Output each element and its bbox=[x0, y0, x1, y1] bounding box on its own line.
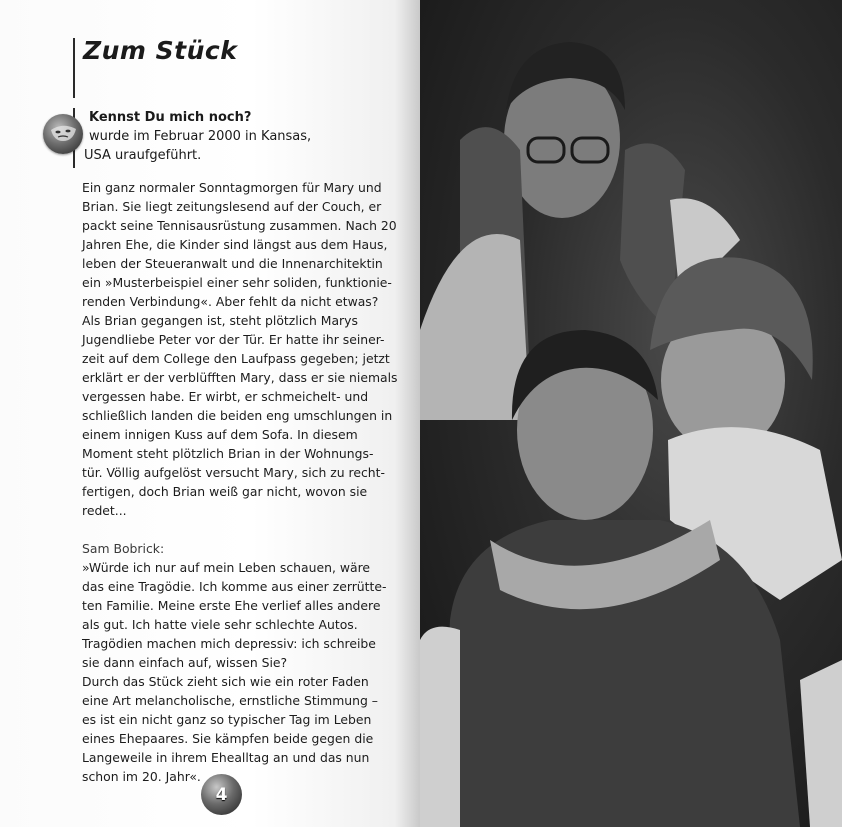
paragraph-gap bbox=[82, 520, 412, 539]
title-rule bbox=[73, 38, 75, 98]
article-body bbox=[82, 178, 412, 786]
synopsis-line: zeit auf dem College den Laufpass gegeben; jetzt bbox=[82, 351, 390, 366]
synopsis-line: packt seine Tennisausrüstung zusammen. Nach 20 bbox=[82, 218, 397, 233]
synopsis-line: Moment steht plötzlich Brian in der Wohnungs- bbox=[82, 446, 374, 461]
quote-line: Durch das Stück zieht sich wie ein roter Faden bbox=[82, 674, 369, 689]
quote-line: Langeweile in ihrem Ehealltag an und das nun bbox=[82, 750, 370, 765]
intro-lead: Kennst Du mich noch? bbox=[89, 110, 252, 125]
photo-figure-shirt bbox=[420, 234, 530, 420]
quote-line: als gut. Ich hatte viele sehr schlechte Autos. bbox=[82, 617, 358, 632]
synopsis-line: ein »Musterbeispiel einer sehr soliden, funktionie- bbox=[82, 275, 392, 290]
synopsis-line: renden Verbindung«. Aber fehlt da nicht etwas? bbox=[82, 294, 379, 309]
synopsis-line: redet... bbox=[82, 503, 127, 518]
photo-couch bbox=[420, 627, 460, 827]
quote-line: sie dann einfach auf, wissen Sie? bbox=[82, 655, 288, 670]
synopsis-line: schließlich landen die beiden eng umschlungen in bbox=[82, 408, 393, 423]
synopsis-line: vergessen habe. Er wirbt, er schmeichelt- und bbox=[82, 389, 369, 404]
synopsis-line: Ein ganz normaler Sonntagmorgen für Mary und bbox=[82, 180, 382, 195]
quote-line: Tragödien machen mich depressiv: ich schreibe bbox=[82, 636, 376, 651]
page-title: Zum Stück bbox=[83, 36, 238, 65]
synopsis-line: Brian. Sie liegt zeitungslesend auf der Couch, er bbox=[82, 199, 382, 214]
synopsis-line: Jugendliebe Peter vor der Tür. Er hatte ihr seiner- bbox=[82, 332, 385, 347]
quote-line: es ist ein nicht ganz so typischer Tag im Leben bbox=[82, 712, 372, 727]
quote-line: »Würde ich nur auf mein Leben schauen, wäre bbox=[82, 560, 371, 575]
synopsis-line: Jahren Ehe, die Kinder sind längst aus dem Haus, bbox=[82, 237, 388, 252]
text-page bbox=[0, 0, 420, 827]
page-number-badge bbox=[201, 774, 242, 815]
synopsis-line: tür. Völlig aufgelöst versucht Mary, sich zu recht- bbox=[82, 465, 385, 480]
synopsis-line: einem innigen Kuss auf dem Sofa. In diesem bbox=[82, 427, 358, 442]
quote-speaker: Sam Bobrick: bbox=[82, 541, 165, 556]
synopsis-line: Als Brian gegangen ist, steht plötzlich Marys bbox=[82, 313, 358, 328]
synopsis-line: erklärt er der verblüfften Mary, dass er sie niemals bbox=[82, 370, 398, 385]
quote-line: schon im 20. Jahr«. bbox=[82, 769, 201, 784]
cast-photo bbox=[420, 0, 842, 827]
intro-block bbox=[84, 108, 312, 165]
synopsis-line: fertigen, doch Brian weiß gar nicht, wovon sie bbox=[82, 484, 368, 499]
quote-line: eines Ehepaares. Sie kämpfen beide gegen die bbox=[82, 731, 374, 746]
intro-line: USA uraufgeführt. bbox=[84, 148, 202, 163]
quote-line: eine Art melancholische, ernstliche Stimmung – bbox=[82, 693, 378, 708]
page-number: 4 bbox=[215, 784, 228, 805]
quote-line: ten Familie. Meine erste Ehe verlief alles andere bbox=[82, 598, 381, 613]
theater-masks-icon bbox=[43, 114, 83, 154]
intro-line: wurde im Februar 2000 in Kansas, bbox=[89, 129, 312, 144]
quote-line: das eine Tragödie. Ich komme aus einer zerrütte- bbox=[82, 579, 387, 594]
synopsis-line: leben der Steueranwalt und die Innenarchitektin bbox=[82, 256, 383, 271]
